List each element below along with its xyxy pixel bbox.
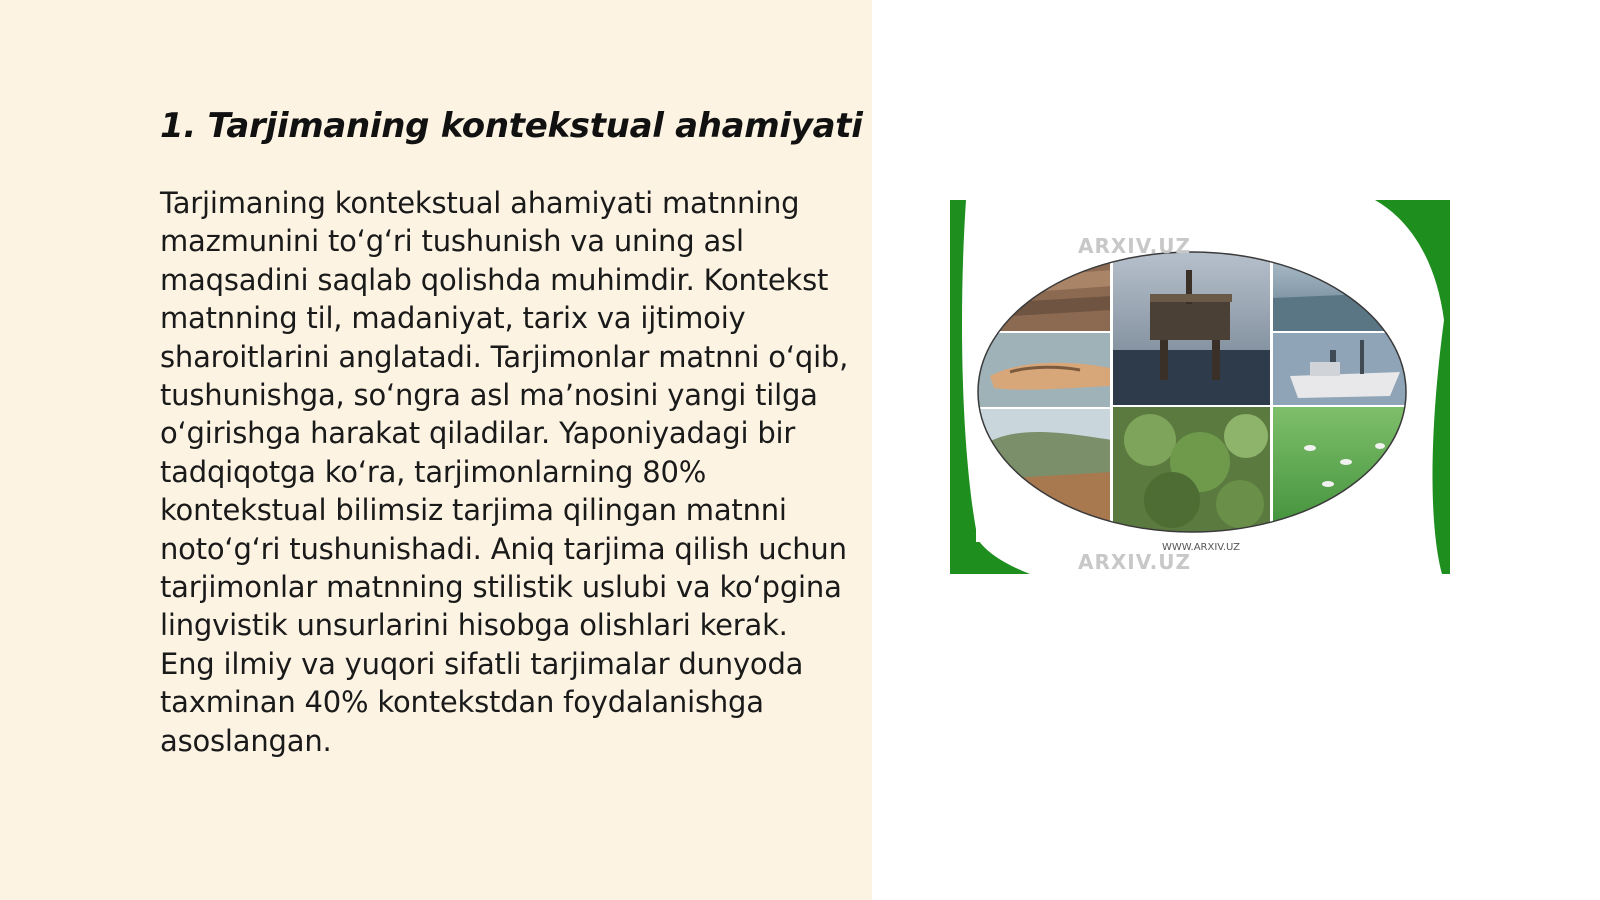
collage-graphic	[950, 200, 1450, 574]
image-url-caption: WWW.ARXIV.UZ	[1162, 542, 1241, 553]
collage-image	[950, 200, 1450, 574]
slide-body-text: Tarjimaning kontekstual ahamiyati matnning mazmunini to‘g‘ri tushunish va uning asl maqsadini saqlab qolishda muhimdir. Kontekst matnning til, madaniyat, tarix va ijtimoiy sharoitlarini anglatadi. Tarjimonlar matnni o‘qib, tushunishga, so‘ngra asl ma’nosini yangi tilga o‘girishga harakat qiladilar. Yaponiyadagi bir tadqiqotga ko‘ra, tarjimonlarning 80% kontekstual bilimsiz tarjima qilingan matnni noto‘g‘ri tushunishadi. Aniq tarjima qilish uchun tarjimonlar matnning stilistik uslubi va ko‘pgina lingvistik unsurlarini hisobga olishlari kerak. Eng ilmiy va yuqori sifatli tarjimalar dunyoda taxminan 40% kontekstdan foydalanishga asoslangan.	[160, 186, 849, 758]
slide-title: 1. Tarjimaning kontekstual ahamiyati	[160, 106, 863, 146]
watermark-bottom: ARXIV.UZ	[1078, 550, 1191, 574]
watermark-top: ARXIV.UZ	[1078, 234, 1191, 258]
